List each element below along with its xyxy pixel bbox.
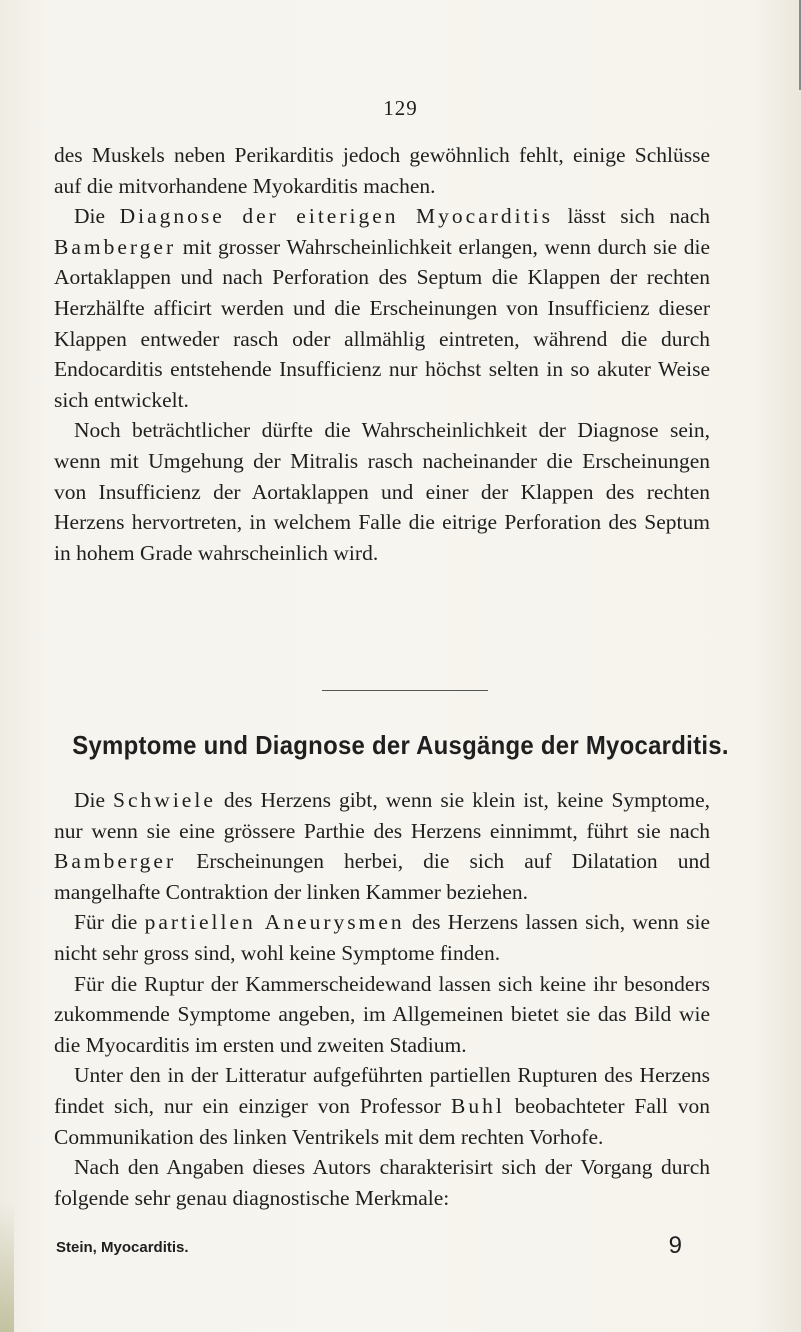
paragraph-5-spaced: partiellen Aneurysmen bbox=[144, 910, 405, 935]
paragraph-7-name: Buhl bbox=[450, 1093, 505, 1118]
paragraph-2 bbox=[54, 201, 710, 415]
page-edge-stain bbox=[0, 1202, 14, 1332]
paragraph-7 bbox=[54, 1060, 710, 1152]
paragraph-5-lead: Für die bbox=[74, 910, 145, 935]
paragraph-4 bbox=[54, 785, 710, 907]
paragraph-2-spaced: Diagnose der eiterigen Myocarditis bbox=[119, 204, 553, 229]
section-heading: Symptome und Diagnose der Ausgänge der Myocarditis. bbox=[72, 730, 729, 760]
paragraph-7-rest: beobachteter Fall von Communikation des linken Ventrikels mit dem rechten Vorhofe. bbox=[54, 1093, 710, 1149]
paragraph-2-lead: Die bbox=[74, 204, 120, 229]
paragraph-5 bbox=[54, 907, 710, 968]
paragraph-2-mid: lässt sich nach bbox=[552, 204, 710, 229]
paragraph-4-spaced: Schwiele bbox=[113, 788, 216, 812]
page-number: 129 bbox=[383, 96, 418, 120]
section-divider bbox=[322, 690, 488, 691]
paragraph-5-rest: des Herzens lassen sich, wenn sie nicht sehr gross sind, wohl keine Symptome finden. bbox=[54, 910, 710, 965]
paragraph-4-name: Bamberger bbox=[54, 849, 177, 874]
paragraph-2-name: Bamberger bbox=[54, 234, 177, 259]
paragraph-1: des Muskels neben Perikarditis jedoch gewöhnlich fehlt, einige Schlüsse auf die mitvorhandene Myokarditis machen. bbox=[54, 143, 710, 198]
sheet-number: 9 bbox=[668, 1232, 682, 1259]
section-symptoms-text bbox=[54, 785, 710, 1213]
paragraph-6: Für die Ruptur der Kammerscheidewand lassen sich keine ihr besonders zukommende Symptome angeben, im Allgemeinen bietet sie das Bild wie die Myocarditis im ersten und zweiten Stadium. bbox=[54, 971, 710, 1057]
paragraph-4-rest: Erscheinungen herbei, die sich auf Dilatation und mangelhafte Contraktion der linken Kammer beziehen. bbox=[54, 849, 710, 904]
paragraph-7-lead: Unter den in der Litteratur aufgeführten partiellen Rupturen des Herzens findet sich, nur ein einziger von Professor bbox=[54, 1063, 710, 1118]
paragraph-4-mid: des Herzens gibt, wenn sie klein ist, keine Symptome, nur wenn sie eine grössere Parthie des Herzens einnimmt, führt sie nach bbox=[54, 788, 710, 843]
paragraph-2-rest: mit grosser Wahrscheinlichkeit erlangen, wenn durch sie die Aortaklappen und nach Perforation des Septum die Klappen der rechten Herzhälfte afficirt werden und die Erscheinungen von Insufficienz dieser Klappen entweder rasch oder allmählig eintreten, während die durch Endocarditis entstehende Insufficienz nur höchst selten in so akuter Weise sich entwickelt. bbox=[54, 234, 710, 412]
signature-mark: Stein, Myocarditis. bbox=[56, 1239, 189, 1256]
paragraph-4-lead: Die bbox=[74, 788, 114, 812]
paragraph-8: Nach den Angaben dieses Autors charakterisirt sich der Vorgang durch folgende sehr genau diagnostische Merkmale: bbox=[54, 1155, 710, 1210]
section-diagnosis-text bbox=[54, 140, 710, 568]
paragraph-3: Noch beträchtlicher dürfte die Wahrscheinlichkeit der Diagnose sein, wenn mit Umgehung der Mitralis rasch nacheinander die Erscheinungen von Insufficienz der Aortaklappen und einer der Klappen des rechten Herzens hervortreten, in welchem Falle die eitrige Perforation des Septum in hohem Grade wahrscheinlich wird. bbox=[54, 418, 710, 565]
